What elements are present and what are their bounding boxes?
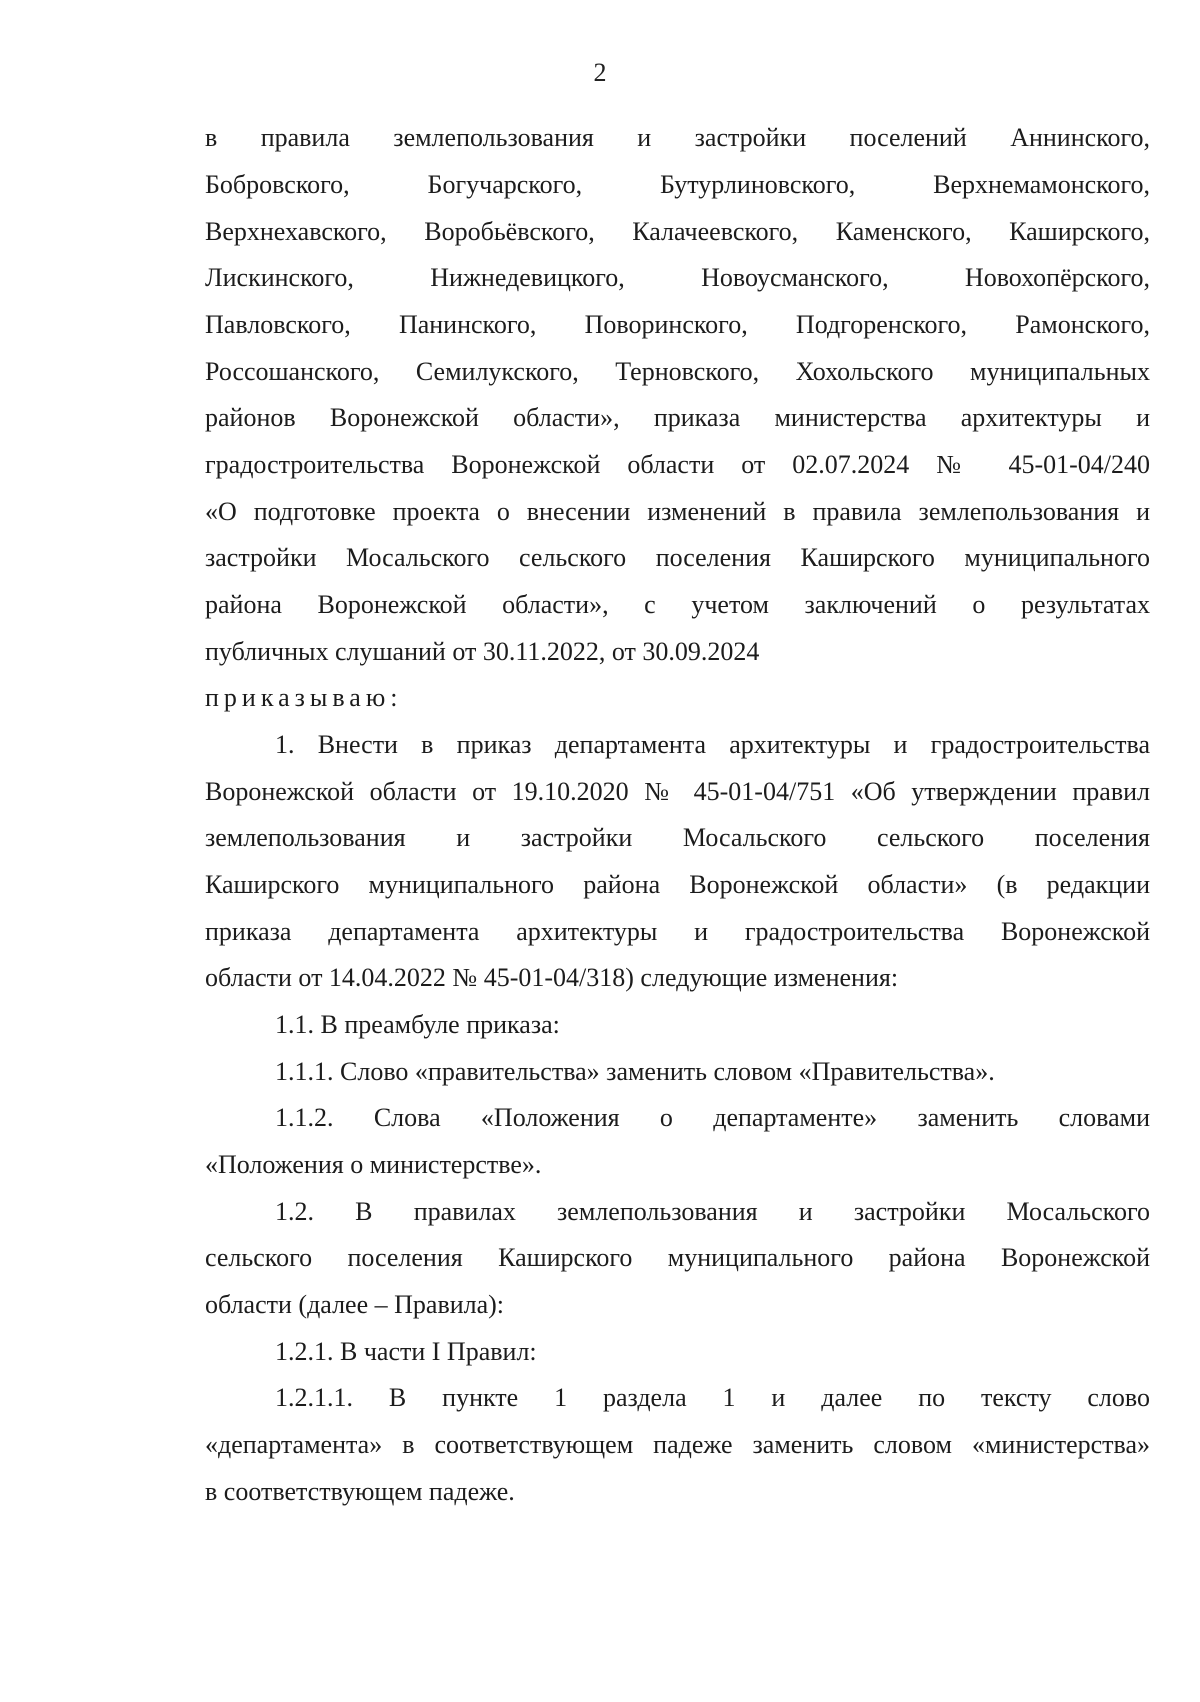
- text-line: области от 14.04.2022 № 45-01-04/318) следующие изменения:: [205, 963, 899, 992]
- text-line: Каширского муниципального района Воронежской области» (в редакции: [205, 870, 1150, 899]
- text-line: области (далее – Правила):: [205, 1290, 505, 1319]
- text-line: Лискинского, Нижнедевицкого, Новоусманского, Новохопёрского,: [205, 263, 1150, 292]
- text-line: Россошанского, Семилукского, Терновского, Хохольского муниципальных: [205, 357, 1150, 386]
- text-line: в соответствующем падеже.: [205, 1477, 515, 1506]
- text-line: 1.2. В правилах землепользования и застройки Мосальского: [275, 1197, 1150, 1226]
- text-line: 1.1.1. Слово «правительства» заменить словом «Правительства».: [275, 1057, 995, 1086]
- page-number: 2: [593, 58, 607, 87]
- text-line: Бобровского, Богучарского, Бутурлиновского, Верхнемамонского,: [205, 170, 1150, 199]
- text-line: 1.2.1.1. В пункте 1 раздела 1 и далее по тексту слово: [275, 1383, 1150, 1412]
- text-line: «О подготовке проекта о внесении изменений в правила землепользования и: [205, 497, 1150, 526]
- text-line: публичных слушаний от 30.11.2022, от 30.09.2024: [205, 637, 760, 666]
- text-line: Верхнехавского, Воробьёвского, Калачеевского, Каменского, Каширского,: [205, 217, 1150, 246]
- text-line: застройки Мосальского сельского поселения Каширского муниципального: [205, 543, 1150, 572]
- text-line: сельского поселения Каширского муниципального района Воронежской: [205, 1243, 1150, 1272]
- text-line: «Положения о министерстве».: [205, 1150, 542, 1179]
- text-line: градостроительства Воронежской области от 02.07.2024 № 45-01-04/240: [205, 450, 1150, 479]
- text-line: приказываю:: [205, 683, 403, 712]
- text-line: района Воронежской области», с учетом заключений о результатах: [205, 590, 1150, 619]
- text-line: в правила землепользования и застройки поселений Аннинского,: [205, 123, 1150, 152]
- text-line: 1. Внести в приказ департамента архитектуры и градостроительства: [275, 730, 1150, 759]
- text-line: приказа департамента архитектуры и градостроительства Воронежской: [205, 917, 1150, 946]
- text-line: землепользования и застройки Мосальского сельского поселения: [205, 823, 1150, 852]
- text-line: «департамента» в соответствующем падеже заменить словом «министерства»: [205, 1430, 1150, 1459]
- text-line: Павловского, Панинского, Поворинского, Подгоренского, Рамонского,: [205, 310, 1150, 339]
- text-line: 1.1. В преамбуле приказа:: [275, 1010, 560, 1039]
- text-line: Воронежской области от 19.10.2020 № 45-01-04/751 «Об утверждении правил: [205, 777, 1150, 806]
- text-line: районов Воронежской области», приказа министерства архитектуры и: [205, 403, 1150, 432]
- text-line: 1.1.2. Слова «Положения о департаменте» заменить словами: [275, 1103, 1150, 1132]
- text-line: 1.2.1. В части I Правил:: [275, 1337, 537, 1366]
